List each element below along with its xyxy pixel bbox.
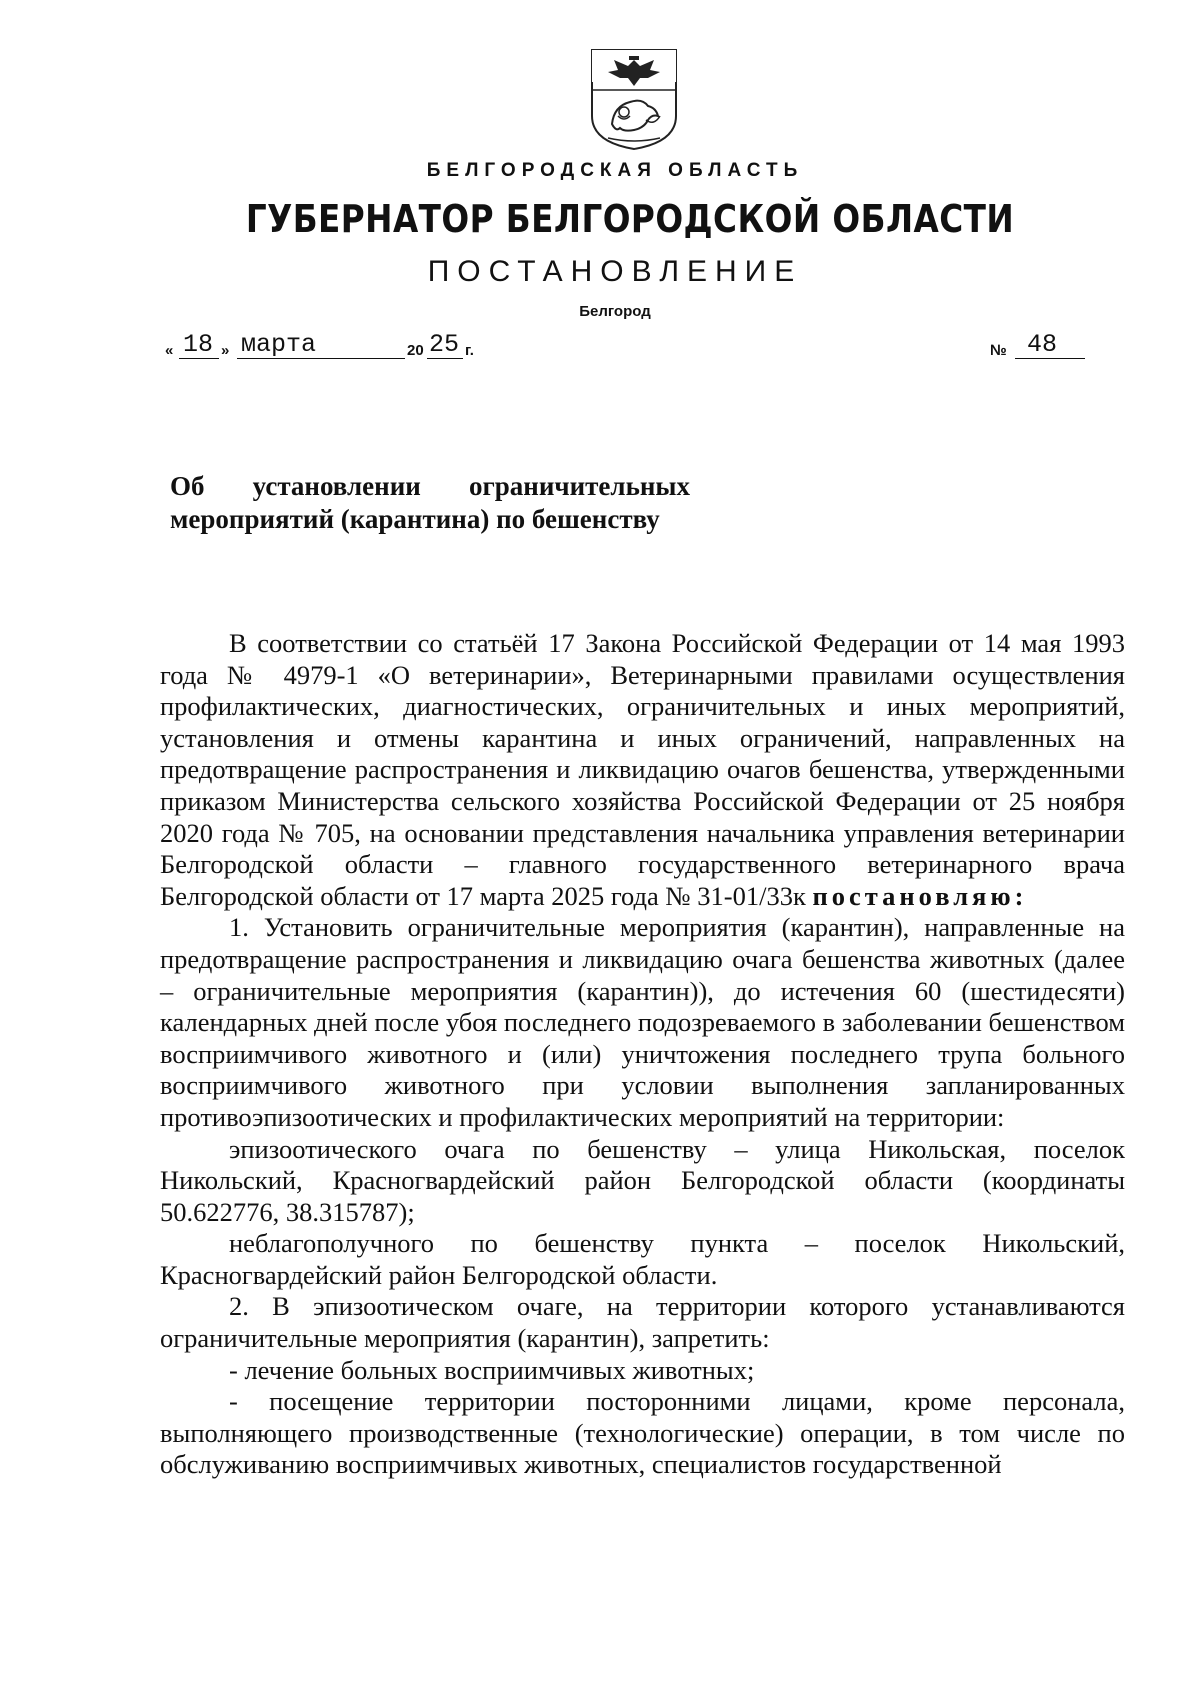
item-2-ban-treatment: - лечение больных восприимчивых животных; bbox=[229, 1354, 755, 1385]
title-word-2: установлении bbox=[252, 471, 421, 501]
number-label: № bbox=[990, 342, 1007, 359]
document-body bbox=[160, 628, 1125, 1481]
document-number: 48 bbox=[1027, 330, 1058, 359]
preamble-text: В соответствии со статьёй 17 Закона Российской Федерации от 14 мая 1993 года № 4979-1 «О ветеринарии», Ветеринарными правилами осуществления профилактических, диагностических, ограничительных и иных мероприятий, установления и отмены карантина и иных ограничений, направленных на предотвращение распространения и ликвидацию очагов бешенства, утвержденными приказом Министерства сельского хозяйства Российской Федерации от 25 ноября 2020 года № 705, на основании представления начальника управления ветеринарии Белгородской области – главного государственного ветеринарного врача Белгородской области от 17 марта 2025 года № 31-01/33к bbox=[160, 628, 1125, 911]
item-1-paragraph: 1. Установить ограничительные мероприятия (карантин), направленные на предотвращение распространения и ликвидацию очага бешенства животных (далее – ограничительные мероприятия (карантин)), до истечения 60 (шестидесяти) календарных дней после убоя последнего подозреваемого в заболевании бешенством восприимчивого животного и (или) уничтожения последнего трупа больного восприимчивого животного при условии выполнения запланированных противоэпизоотических и профилактических мероприятий на территории: bbox=[160, 912, 1125, 1132]
date-year: 25 bbox=[429, 330, 460, 359]
date-close-quote: » bbox=[221, 342, 230, 359]
title-word-1: Об bbox=[170, 471, 205, 501]
region-name: БЕЛГОРОДСКАЯ ОБЛАСТЬ bbox=[426, 160, 804, 181]
document-title bbox=[170, 470, 690, 536]
year-prefix: 20 bbox=[407, 342, 424, 359]
date-open-quote: « bbox=[165, 342, 174, 359]
date-month: марта bbox=[241, 330, 317, 359]
document-type: ПОСТАНОВЛЕНИЕ bbox=[427, 255, 803, 288]
item-1-point-paragraph: неблагополучного по бешенству пункта – поселок Никольский, Красногвардейский район Белгородской области. bbox=[160, 1228, 1125, 1290]
year-abbr: г. bbox=[465, 342, 474, 359]
date-day: 18 bbox=[183, 330, 214, 359]
title-line-2: мероприятий (карантина) по бешенству bbox=[170, 504, 660, 534]
item-2-ban-visits: - посещение территории посторонними лицами, кроме персонала, выполняющего производственные (технологические) операции, в том числе по обслуживанию восприимчивых животных, специалистов государственной bbox=[160, 1386, 1125, 1480]
item-2-paragraph: 2. В эпизоотическом очаге, на территории которого устанавливаются ограничительные мероприятия (карантин), запретить: bbox=[160, 1291, 1125, 1354]
item-1-focus-paragraph: эпизоотического очага по бешенству – улица Никольская, поселок Никольский, Красногвардейский район Белгородской области (координаты 50.622776, 38.315787); bbox=[160, 1133, 1125, 1227]
title-word-3: ограничительных bbox=[469, 471, 690, 501]
authority-title: ГУБЕРНАТОР БЕЛГОРОДСКОЙ ОБЛАСТИ bbox=[245, 197, 1015, 241]
decree-word: постановляю: bbox=[812, 880, 1028, 911]
preamble-paragraph bbox=[160, 628, 1125, 912]
coat-of-arms-emblem bbox=[588, 46, 680, 152]
date-number-line bbox=[165, 330, 1105, 362]
issue-city: Белгород bbox=[579, 303, 651, 320]
